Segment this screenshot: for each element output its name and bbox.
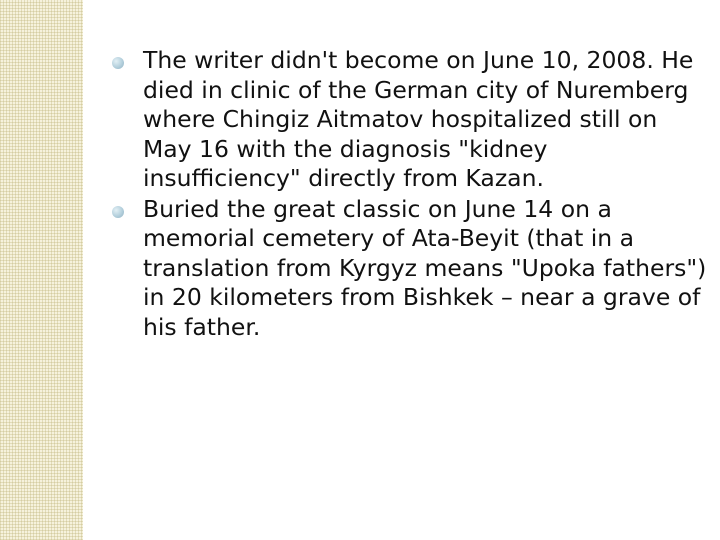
bullet-text: The writer didn't become on June 10, 2008. He died in clinic of the German city of Nuremberg where Chingiz Aitmatov hospitalized still on May 16 with the diagnosis "kidney insufficiency" directly from Kazan. — [143, 46, 694, 192]
slide-content — [112, 46, 712, 343]
bullet-text: Buried the great classic on June 14 on a memorial cemetery of Ata-Beyit (that in a translation from Kyrgyz means "Upoka fathers") in 20 kilometers from Bishkek – near a grave of his father. — [143, 194, 707, 341]
bullet-list — [112, 46, 712, 342]
bullet-dot-icon — [112, 206, 124, 218]
bullet-item — [112, 195, 712, 343]
bullet-item — [112, 46, 712, 194]
side-pattern-strip — [0, 0, 83, 540]
bullet-dot-icon — [112, 57, 124, 69]
